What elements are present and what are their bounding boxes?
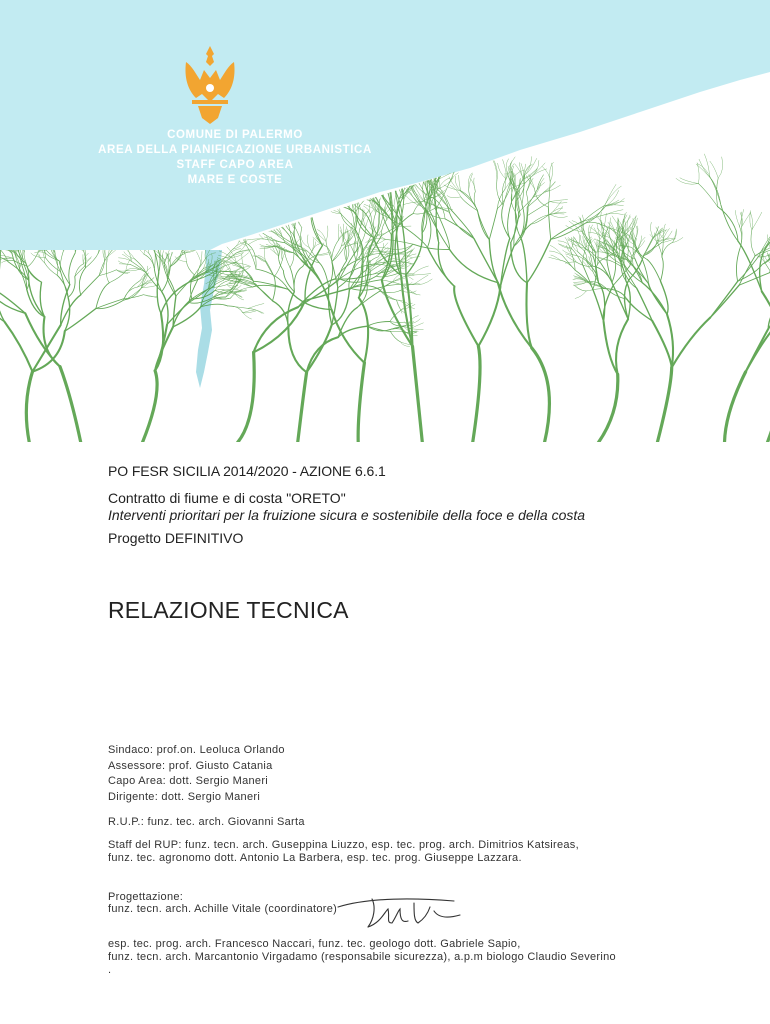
credit-rup: R.U.P.: funz. tec. arch. Giovanni Sarta (108, 816, 305, 828)
cover-illustration (0, 0, 770, 442)
credit-esp-line-1: esp. tec. prog. arch. Francesco Naccari, funz. tec. geologo dott. Gabriele Sapio, (108, 938, 521, 950)
interventi-line: Interventi prioritari per la fruizione sicura e sostenibile della foce e della costa (108, 507, 586, 523)
signature-icon (334, 893, 464, 933)
programme-line: PO FESR SICILIA 2014/2020 - AZIONE 6.6.1 (108, 463, 386, 479)
trailing-dot: . (108, 964, 112, 976)
header-line-staff: STAFF CAPO AREA (176, 159, 294, 171)
credit-sindaco: Sindaco: prof.on. Leoluca Orlando (108, 744, 285, 756)
credit-capo-area: Capo Area: dott. Sergio Maneri (108, 775, 269, 787)
credit-esp-line-2: funz. tecn. arch. Marcantonio Virgadamo (responsabile sicurezza), a.p.m biologo Claudio Severino (108, 951, 616, 963)
eagle-crest-icon (178, 44, 242, 126)
header-line-area: AREA DELLA PIANIFICAZIONE URBANISTICA (98, 144, 372, 156)
credit-assessore: Assessore: prof. Giusto Catania (108, 760, 273, 772)
header-block (70, 128, 400, 188)
contract-line: Contratto di fiume e di costa "ORETO" (108, 490, 346, 506)
project-phase: Progetto DEFINITIVO (108, 530, 244, 546)
credit-dirigente: Dirigente: dott. Sergio Maneri (108, 791, 261, 803)
document-title: RELAZIONE TECNICA (108, 597, 349, 623)
credit-progettazione-coordinator: funz. tecn. arch. Achille Vitale (coordinatore) (108, 903, 338, 915)
sea-and-trees-illustration (0, 0, 770, 442)
credit-staff-line-1: Staff del RUP: funz. tecn. arch. Guseppina Liuzzo, esp. tec. prog. arch. Dimitrios Katsireas, (108, 839, 579, 851)
header-line-mare: MARE E COSTE (187, 174, 283, 186)
credit-progettazione-label: Progettazione: (108, 891, 184, 903)
credit-staff-line-2: funz. tec. agronomo dott. Antonio La Barbera, esp. tec. prog. Giuseppe Lazzara. (108, 852, 522, 864)
header-line-comune: COMUNE DI PALERMO (167, 129, 303, 141)
